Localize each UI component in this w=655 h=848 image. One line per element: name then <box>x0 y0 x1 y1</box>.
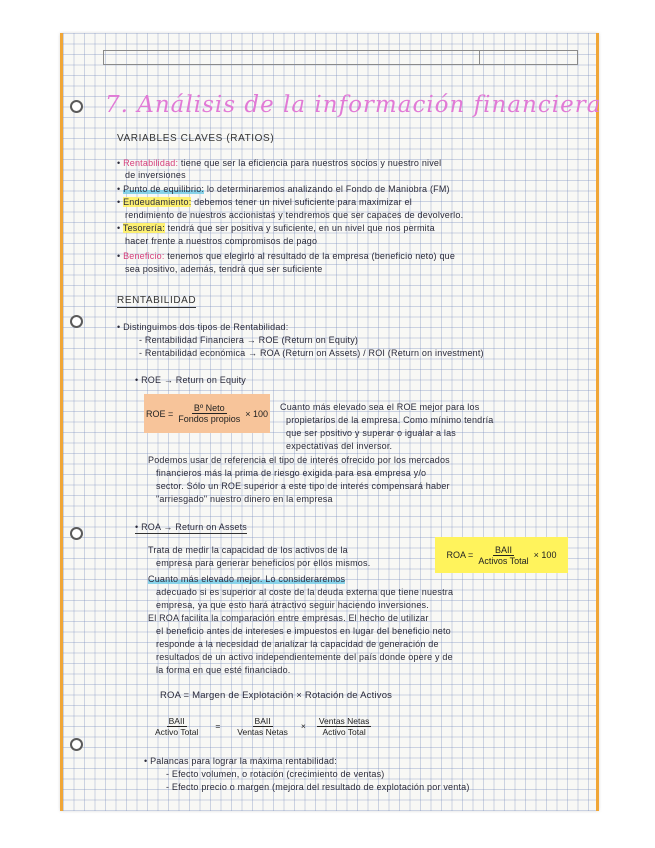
variables-bullet: • Punto de equilibrio: lo determinaremos analizando el Fondo de Maniobra (FM) <box>117 184 450 194</box>
roe-reference-line: sector. Sólo un ROE superior a este tipo de interés compensará haber <box>156 481 450 491</box>
roa-formula-lhs: ROA = <box>446 550 474 560</box>
bullet-lead: Tesorería: <box>122 223 165 233</box>
variables-bullet <box>125 170 186 180</box>
rent-economica: - Rentabilidad económica → ROA (Return on Assets) / ROI (Return on investment) <box>139 348 484 358</box>
roa-heading: • ROA → Return on Assets <box>135 522 248 532</box>
variables-bullet: • Endeudamiento: debemos tener un nivel suficiente para maximizar el <box>117 197 412 207</box>
roe-formula-box <box>144 394 270 433</box>
palanca-volumen: - Efecto volumen, o rotación (crecimiento de ventas) <box>166 769 385 779</box>
bullet-lead: Punto de equilibrio: <box>123 184 205 194</box>
binder-hole <box>70 527 83 540</box>
variables-bullet: • Tesorería: tendrá que ser positiva y suficiente, en un nivel que nos permita <box>117 223 435 233</box>
variables-title: VARIABLES CLAVES (RATIOS) <box>117 133 275 144</box>
bullet-text: sea positivo, además, tendrá que ser suficiente <box>125 264 323 274</box>
roe-formula-den: Fondos propios <box>178 414 241 424</box>
roa-formula-num: BAII <box>494 544 512 555</box>
variables-bullet <box>125 264 323 274</box>
roa-formula-box <box>435 537 568 573</box>
roa-text-line: empresa, ya que esto hará atractivo seguir haciendo inversiones. <box>156 600 429 610</box>
header-box <box>103 50 578 65</box>
bullet-text: debemos tener un nivel suficiente para maximizar el <box>194 197 412 207</box>
page-title: 7. Análisis de la información financiera <box>105 92 602 118</box>
bullet-text: hacer frente a nuestros compromisos de pago <box>125 236 318 246</box>
roe-text-line: expectativas del inversor. <box>286 441 393 451</box>
bullet-text: rendimiento de nuestros accionistas y tendremos que ser capaces de devolverlo. <box>125 210 464 220</box>
variables-bullet: • Beneficio: tenemos que elegirlo al resultado de la empresa (beneficio neto) que <box>117 251 456 261</box>
roa-formula-mult: × 100 <box>533 550 557 560</box>
bullet-text: tiene que ser la eficiencia para nuestros socios y nuestro nivel <box>180 158 442 168</box>
roe-text-line: propietarios de la empresa. Como mínimo tendría <box>286 415 494 425</box>
roa-decomposition <box>150 712 390 740</box>
roa-text-line: responde a la necesidad de analizar la capacidad de generación de <box>156 639 439 649</box>
palanca-precio: - Efecto precio o margen (mejora del resultado de explotación por venta) <box>166 782 470 792</box>
roe-text-line: Cuanto más elevado sea el ROE mejor para los <box>280 402 480 412</box>
roe-formula-mult: × 100 <box>245 408 269 419</box>
palancas-heading: • Palancas para lograr la máxima rentabilidad: <box>144 756 337 766</box>
roa-text-line: resultados de un activo independientemente del país donde opere y de <box>156 652 453 662</box>
bullet-lead: Rentabilidad: <box>123 158 179 168</box>
roa-text-line: El ROA facilita la comparación entre empresas. El hecho de utilizar <box>148 613 429 623</box>
decomp-a-den: Activo Total <box>155 726 199 737</box>
binder-hole <box>70 315 83 328</box>
roe-heading: • ROE → Return on Equity <box>135 375 247 385</box>
variables-bullet <box>125 236 317 246</box>
roe-reference-line: Podemos usar de referencia el tipo de interés ofrecido por los mercados <box>148 455 450 465</box>
roa-formula-den: Activos Total <box>478 555 529 566</box>
roa-text-line: Trata de medir la capacidad de los activos de la <box>148 545 348 555</box>
roa-text-line: el beneficio antes de intereses e impuestos en lugar del beneficio neto <box>156 626 451 636</box>
rent-financiera: - Rentabilidad Financiera → ROE (Return on Equity) <box>139 335 359 345</box>
binder-hole <box>70 738 83 751</box>
roa-text-line: empresa para generar beneficios por ellos mismos. <box>156 558 371 568</box>
roe-formula-lhs: ROE = <box>145 408 174 419</box>
decomp-b-den: Ventas Netas <box>237 726 288 737</box>
distinguimos-text: • Distinguimos dos tipos de Rentabilidad: <box>117 322 289 332</box>
roa-text-line: la forma en que esté financiado. <box>156 665 291 675</box>
roa-text-line: Cuanto más elevado mejor. Lo consideraremos <box>148 574 346 584</box>
decomp-b-num: BAII <box>254 715 271 726</box>
roa-text-line: adecuado si es superior al coste de la deuda externa que tiene nuestra <box>156 587 454 597</box>
binder-hole <box>70 100 83 113</box>
roe-text-line: que ser positivo y superar o igualar a las <box>286 428 456 438</box>
roa-equation: ROA = Margen de Explotación × Rotación de Activos <box>160 690 393 701</box>
decomp-c-num: Ventas Netas <box>318 715 370 726</box>
variables-bullet: • Rentabilidad: tiene que ser la eficiencia para nuestros socios y nuestro nivel <box>117 158 442 168</box>
bullet-text: de inversiones <box>125 170 186 180</box>
decomp-times: × <box>300 721 306 731</box>
roe-reference-line: financieros más la prima de riesgo exigida para esa empresa y/o <box>156 468 427 478</box>
bullet-lead: Endeudamiento: <box>123 197 192 207</box>
bullet-lead: Beneficio: <box>123 251 165 261</box>
variables-bullet <box>125 210 463 220</box>
bullet-text: tendrá que ser positiva y suficiente, en un nivel que nos permita <box>167 223 435 233</box>
decomp-equals: = <box>215 721 221 731</box>
decomp-a-num: BAII <box>168 715 185 726</box>
roe-formula-num: Bº Neto <box>193 403 225 413</box>
rentabilidad-title: RENTABILIDAD <box>117 295 197 306</box>
bullet-text: lo determinaremos analizando el Fondo de Maniobra (FM) <box>206 184 450 194</box>
decomp-c-den: Activo Total <box>322 726 366 737</box>
roe-reference-line: "arriesgado" nuestro dinero en la empresa <box>156 494 333 504</box>
bullet-text: tenemos que elegirlo al resultado de la empresa (beneficio neto) que <box>167 251 456 261</box>
